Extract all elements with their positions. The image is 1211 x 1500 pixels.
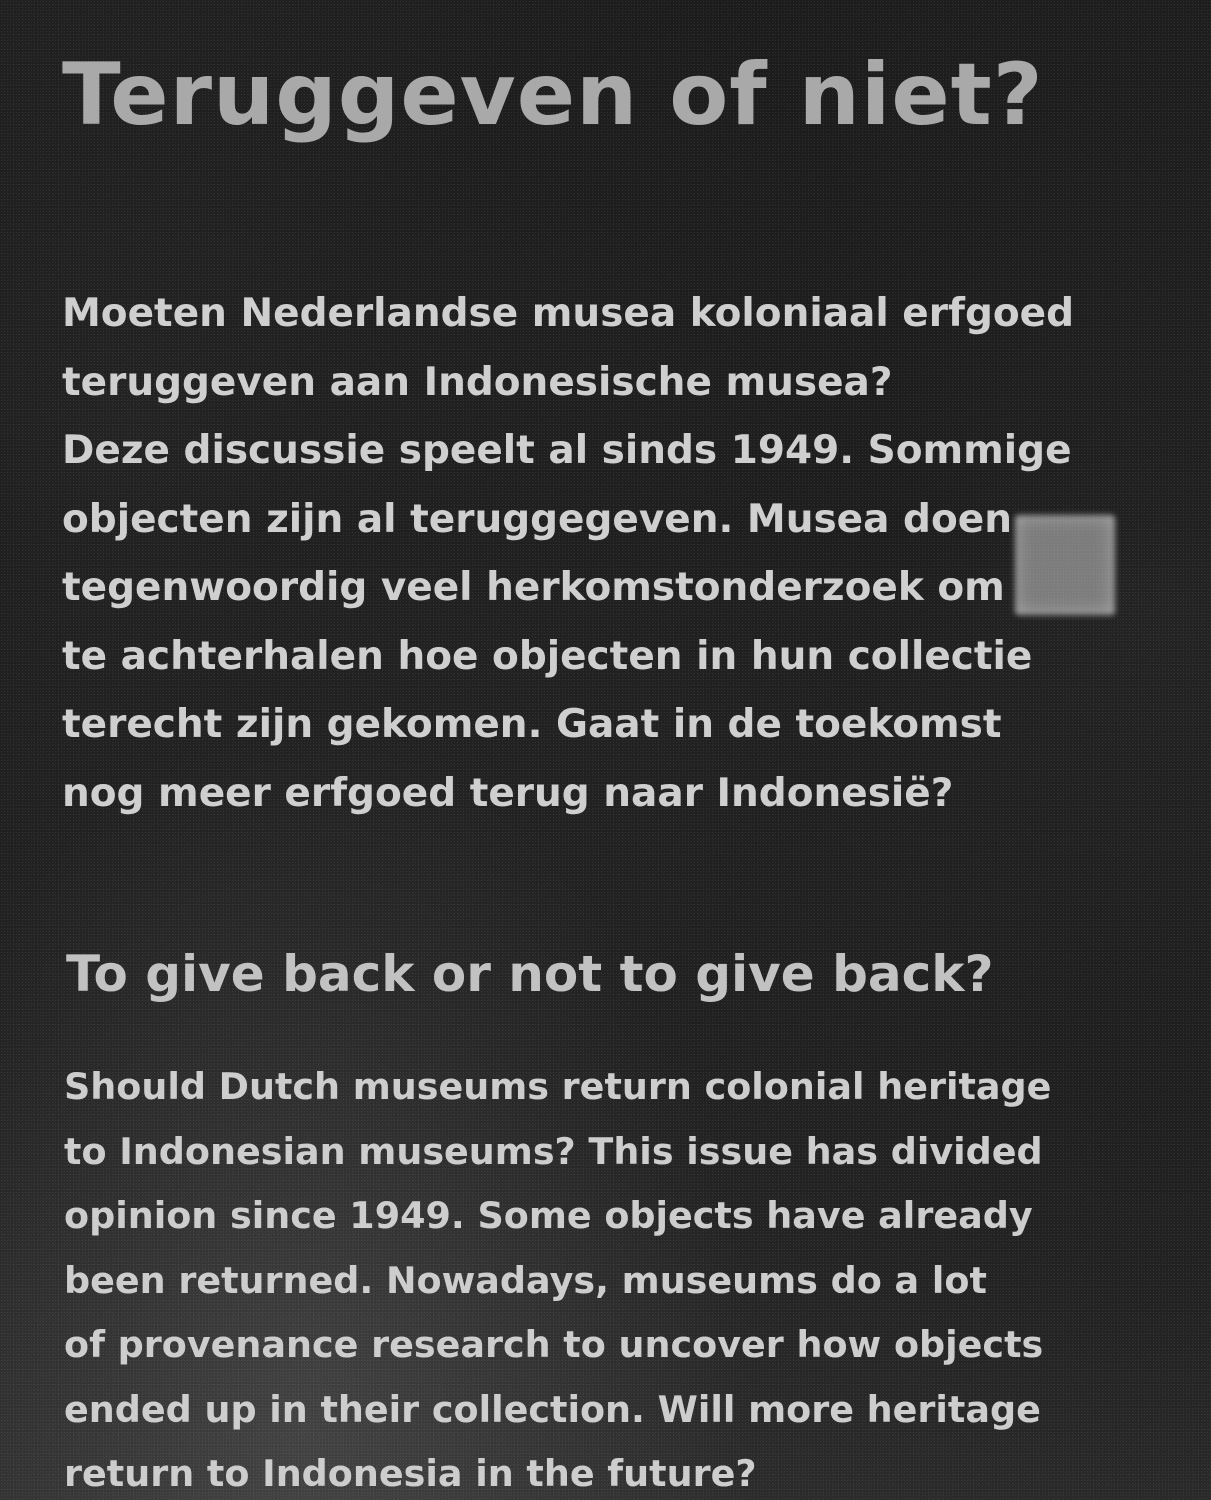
dutch-line: te achterhalen hoe objecten in hun collectie [62,633,1033,679]
dutch-line: terecht zijn gekomen. Gaat in de toekomst [62,702,1002,747]
english-heading: To give back or not to give back? [66,945,994,1003]
english-line: been returned. Nowadays, museums do a lot [64,1258,987,1302]
light-glare-reflection [1015,515,1115,615]
dutch-line: objecten zijn al teruggegeven. Musea doen [62,496,1012,542]
dutch-line: Moeten Nederlandse musea koloniaal erfgoed [62,291,1075,336]
english-line: return to Indonesia in the future? [64,1452,757,1495]
english-paragraph [64,1055,1164,1500]
english-line: to Indonesian museums? This issue has divided [64,1129,1043,1173]
dutch-line: tegenwoordig veel herkomstonderzoek om [62,565,1005,610]
english-line: Should Dutch museums return colonial heritage [64,1065,1052,1108]
english-line: ended up in their collection. Will more heritage [64,1387,1041,1431]
dutch-paragraph [62,280,1162,828]
english-line: of provenance research to uncover how objects [64,1323,1044,1366]
dutch-line: Deze discussie speelt al sinds 1949. Sommige [62,428,1072,473]
dutch-line: teruggeven aan Indonesische musea? [62,359,893,405]
english-line: opinion since 1949. Some objects have already [64,1194,1033,1237]
dutch-line: nog meer erfgoed terug naar Indonesië? [62,770,954,816]
dutch-heading: Teruggeven of niet? [62,45,1044,145]
